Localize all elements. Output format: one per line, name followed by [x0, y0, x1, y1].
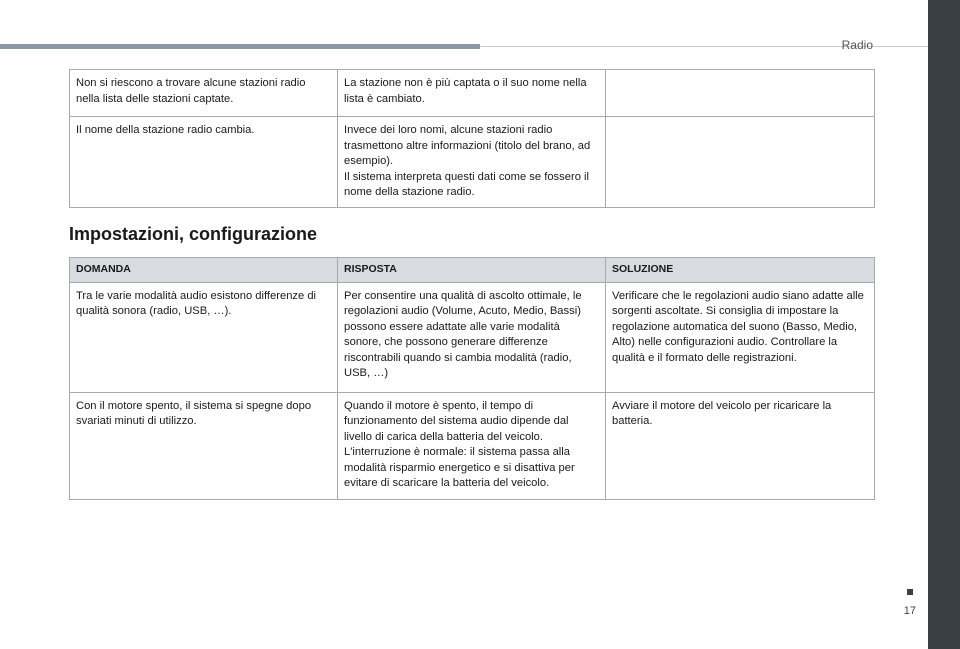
- table-row: [70, 282, 875, 392]
- answer-cell: Quando il motore è spento, il tempo di funzionamento del sistema audio dipende dal livello di carica della batteria del veicolo. L'interruzione è normale: il sistema passa alla modalità risparmio energetico e si disattiva per evitare di scaricare la batteria del veicolo.: [338, 392, 606, 499]
- faq-table-radio: [69, 69, 875, 208]
- table-row: [70, 117, 875, 208]
- solution-cell: [606, 117, 875, 208]
- question-cell: Tra le varie modalità audio esistono differenze di qualità sonora (radio, USB, …).: [70, 282, 338, 392]
- column-header-question: DOMANDA: [70, 258, 338, 283]
- column-header-solution: SOLUZIONE: [606, 258, 875, 283]
- header-rule: [0, 44, 480, 49]
- table-row: [70, 70, 875, 117]
- table-row: [70, 392, 875, 499]
- section-title: Radio: [841, 38, 873, 52]
- section-heading: Impostazioni, configurazione: [69, 224, 318, 244]
- question-cell: Non si riescono a trovare alcune stazioni radio nella lista delle stazioni captate.: [70, 70, 338, 117]
- answer-cell: Invece dei loro nomi, alcune stazioni radio trasmettono altre informazioni (titolo del brano, ad esempio). Il sistema interpreta questi dati come se fossero il nome della stazione radio.: [338, 117, 606, 208]
- side-band: [928, 0, 960, 649]
- faq-table-settings: [69, 257, 875, 500]
- page-number: 17: [903, 605, 916, 617]
- question-cell: Con il motore spento, il sistema si spegne dopo svariati minuti di utilizzo.: [70, 392, 338, 499]
- question-cell: Il nome della stazione radio cambia.: [70, 117, 338, 208]
- column-header-answer: RISPOSTA: [338, 258, 606, 283]
- solution-cell: [606, 70, 875, 117]
- table-header-row: [70, 258, 875, 283]
- answer-cell: Per consentire una qualità di ascolto ottimale, le regolazioni audio (Volume, Acuto, Medio, Bassi) possono essere adattate alle varie modalità sonore, che possono generare differenze riscontrabili quando si cambia modalità (radio, USB, …): [338, 282, 606, 392]
- solution-cell: Avviare il motore del veicolo per ricaricare la batteria.: [606, 392, 875, 499]
- solution-cell: Verificare che le regolazioni audio siano adatte alle sorgenti ascoltate. Si consiglia di impostare la regolazione automatica del suono (Basso, Medio, Alto) nelle configurazioni audio. Controllare la qualità e il formato delle registrazioni.: [606, 282, 875, 392]
- answer-cell: La stazione non è più captata o il suo nome nella lista è cambiato.: [338, 70, 606, 117]
- page-marker: [907, 589, 913, 595]
